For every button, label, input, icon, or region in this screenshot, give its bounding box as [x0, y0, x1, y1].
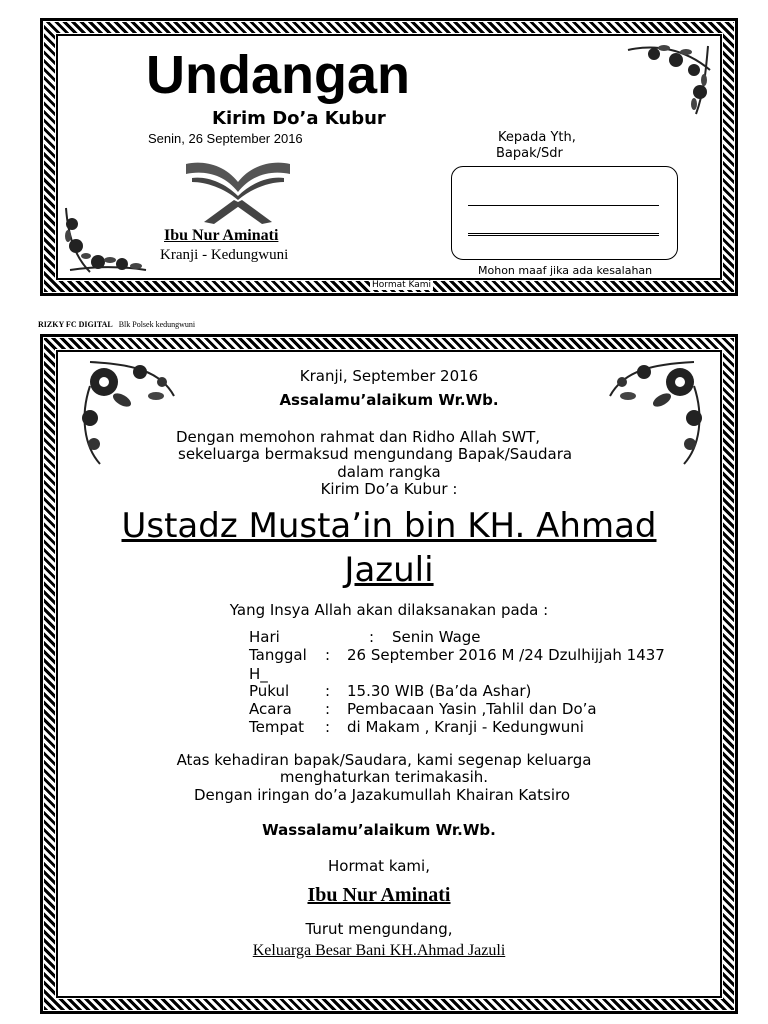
detail-value-tempat: di Makam , Kranji - Kedungwuni [347, 718, 584, 736]
address-line-1 [468, 205, 659, 206]
letter-intro-4: Kirim Do’a Kubur : [320, 480, 458, 498]
envelope-host-address: Kranji - Kedungwuni [160, 247, 289, 263]
letter-greeting: Assalamu’alaikum Wr.Wb. [279, 391, 499, 409]
detail-sep-tanggal: : [325, 646, 331, 664]
letter-regards: Hormat kami, [328, 857, 430, 875]
detail-value-hari: Senin Wage [392, 628, 481, 646]
envelope-bottom-text: Hormat Kami [372, 280, 432, 290]
letter-intro-2 [178, 445, 606, 463]
printer-credit [38, 320, 195, 329]
recipient-label: Kepada Yth, [498, 130, 576, 145]
printer-address: Blk Polsek kedungwuni [118, 320, 196, 329]
printer-name: RIZKY FC DIGITAL [38, 320, 113, 329]
letter-intro-2-text: sekeluarga bermaksud mengundang Bapak/Saudara [178, 445, 573, 463]
envelope-subtitle: Kirim Do’a Kubur [212, 108, 386, 129]
letter-farewell: Wassalamu’alaikum Wr.Wb. [262, 821, 496, 839]
envelope-host-name: Ibu Nur Aminati [164, 227, 279, 244]
detail-label-acara: Acara [249, 700, 292, 718]
letter-card [40, 334, 738, 1014]
detail-label-hari: Hari [249, 628, 280, 646]
deceased-name-line-1: Ustadz Musta’in bin KH. Ahmad [121, 506, 657, 546]
envelope-card [40, 18, 738, 296]
closing-3: Dengan iringan do’a Jazakumullah Khairan Katsiro [193, 786, 570, 804]
detail-value-tanggal: 26 September 2016 M /24 Dzulhijjah 1437 [347, 646, 665, 664]
detail-label-h: H_ [249, 665, 268, 683]
detail-sep-pukul: : [325, 682, 331, 700]
letter-intro-3: dalam rangka [337, 463, 441, 481]
floral-corner-icon [60, 204, 150, 276]
detail-sep-tempat: : [325, 718, 331, 736]
apology-text: Mohon maaf jika ada kesalahan [478, 264, 653, 277]
address-box [451, 166, 678, 260]
envelope-date: Senin, 26 September 2016 [148, 131, 303, 146]
closing-2: menghaturkan terimakasih. [279, 768, 489, 786]
closing-1: Atas kehadiran bapak/Saudara, kami segenap keluarga [176, 751, 592, 769]
letter-family: Keluarga Besar Bani KH.Ahmad Jazuli [252, 942, 506, 959]
deceased-name-line-2: Jazuli [344, 550, 434, 590]
detail-value-pukul: 15.30 WIB (Ba’da Ashar) [347, 682, 532, 700]
detail-sep-acara: : [325, 700, 331, 718]
envelope-title: Undangan [146, 45, 410, 105]
recipient-sub: Bapak/Sdr [496, 146, 563, 161]
quran-icon [184, 156, 292, 224]
detail-sep-hari: : [369, 628, 375, 646]
letter-co-invite: Turut mengundang, [305, 920, 453, 938]
detail-label-tanggal: Tanggal [249, 646, 307, 664]
letter-signer: Ibu Nur Aminati [307, 884, 451, 906]
detail-label-tempat: Tempat [249, 718, 305, 736]
detail-label-pukul: Pukul [249, 682, 290, 700]
floral-corner-icon [624, 40, 714, 116]
detail-value-acara: Pembacaan Yasin ,Tahlil dan Do’a [347, 700, 597, 718]
letter-intro-1: Dengan memohon rahmat dan Ridho Allah SWT, [176, 428, 541, 446]
letter-place-date: Kranji, September 2016 [299, 367, 479, 385]
schedule-intro: Yang Insya Allah akan dilaksanakan pada : [229, 601, 549, 619]
address-line-2 [468, 233, 659, 236]
